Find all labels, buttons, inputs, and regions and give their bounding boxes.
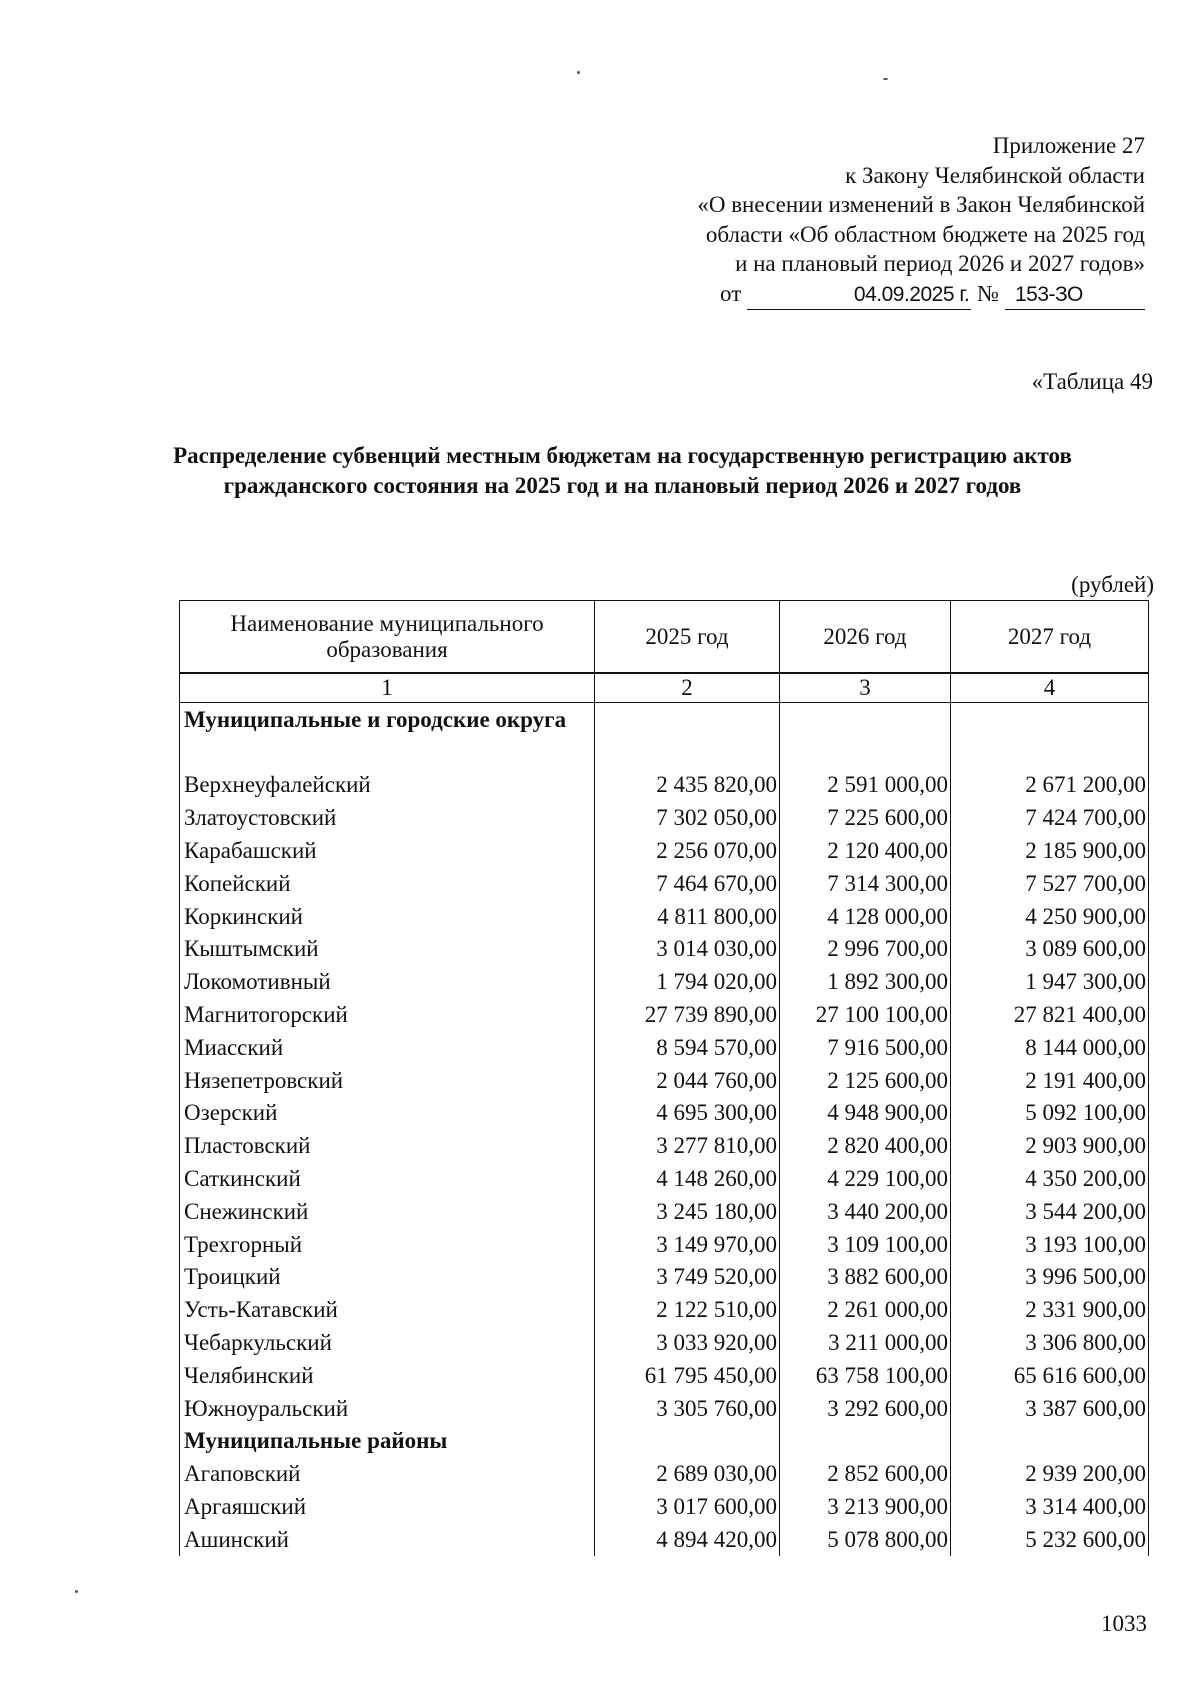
law-number: 153-ЗО [1005,280,1145,311]
column-number: 3 [780,673,951,703]
unit-label: (рублей) [1071,572,1154,597]
amount-2027: 4 250 900,00 [951,900,1149,933]
header-line: области «Об областном бюджете на 2025 год [705,221,1145,247]
municipality-name: Верхнеуфалейский [180,769,595,802]
municipality-name: Локомотивный [180,966,595,999]
amount-2025: 4 894 420,00 [595,1523,780,1556]
municipality-name: Карабашский [180,835,595,868]
municipality-name: Копейский [180,867,595,900]
municipality-name: Троицкий [180,1261,595,1294]
municipality-name: Саткинский [180,1163,595,1196]
amount-2027: 3 544 200,00 [951,1195,1149,1228]
municipality-name: Магнитогорский [180,999,595,1032]
table-row [180,933,1149,966]
table-row [180,1359,1149,1392]
column-number: 2 [595,673,780,703]
municipality-name: Аргаяшский [180,1491,595,1524]
header-cell-2027: 2027 год [951,601,1149,674]
municipality-name: Ашинский [180,1523,595,1556]
scan-mark [883,78,888,80]
table-row [180,1261,1149,1294]
amount-2025: 3 749 520,00 [595,1261,780,1294]
amount-2027: 3 996 500,00 [951,1261,1149,1294]
amount-2027: 5 232 600,00 [951,1523,1149,1556]
table-body [180,601,1149,1557]
amount-2025: 4 811 800,00 [595,900,780,933]
table-row [180,1130,1149,1163]
table-number: «Таблица 49 [1031,369,1153,394]
table-row [180,802,1149,835]
amount-2025: 3 305 760,00 [595,1392,780,1425]
amount-2027: 3 089 600,00 [951,933,1149,966]
municipality-name: Коркинский [180,900,595,933]
municipality-name: Чебаркульский [180,1327,595,1360]
table-row [180,1064,1149,1097]
section-title: Муниципальные и городские округа [180,703,595,770]
amount-2026: 5 078 800,00 [780,1523,951,1556]
empty-cell [780,703,951,770]
amount-2025: 2 044 760,00 [595,1064,780,1097]
table-row [180,1491,1149,1524]
amount-2025: 2 256 070,00 [595,835,780,868]
table-row [180,1294,1149,1327]
amount-2026: 4 229 100,00 [780,1163,951,1196]
table-row [180,1523,1149,1556]
amount-2025: 27 739 890,00 [595,999,780,1032]
amount-2027: 2 191 400,00 [951,1064,1149,1097]
amount-2025: 61 795 450,00 [595,1359,780,1392]
amount-2026: 4 128 000,00 [780,900,951,933]
amount-2027: 3 387 600,00 [951,1392,1149,1425]
amount-2027: 4 350 200,00 [951,1163,1149,1196]
scan-mark [75,1590,78,1593]
amount-2026: 2 120 400,00 [780,835,951,868]
empty-cell [595,703,780,770]
amount-2026: 7 314 300,00 [780,867,951,900]
amount-2026: 2 820 400,00 [780,1130,951,1163]
amount-2027: 3 306 800,00 [951,1327,1149,1360]
amount-2026: 2 996 700,00 [780,933,951,966]
amount-2026: 3 882 600,00 [780,1261,951,1294]
table-row [180,835,1149,868]
amount-2026: 3 211 000,00 [780,1327,951,1360]
amount-2027: 2 185 900,00 [951,835,1149,868]
number-sign: № [977,280,999,306]
amount-2025: 3 017 600,00 [595,1491,780,1524]
section-row [180,1425,1149,1458]
municipality-name: Миасский [180,1031,595,1064]
amount-2025: 3 149 970,00 [595,1228,780,1261]
amount-2027: 2 331 900,00 [951,1294,1149,1327]
section-title: Муниципальные районы [180,1425,595,1458]
table-row [180,1195,1149,1228]
amount-2025: 2 689 030,00 [595,1458,780,1491]
header-date-line [697,279,1145,311]
scan-mark [577,71,580,74]
header-line: и на плановый период 2026 и 2027 годов» [735,251,1145,276]
municipality-name: Усть-Катавский [180,1294,595,1327]
amount-2026: 3 440 200,00 [780,1195,951,1228]
empty-cell [951,1425,1149,1458]
municipality-name: Нязепетровский [180,1064,595,1097]
amount-2027: 27 821 400,00 [951,999,1149,1032]
column-number: 1 [180,673,595,703]
amount-2025: 3 245 180,00 [595,1195,780,1228]
date-prefix: от [720,280,742,306]
table-row [180,900,1149,933]
amount-2027: 3 314 400,00 [951,1491,1149,1524]
column-number-row [180,673,1149,703]
empty-cell [780,1425,951,1458]
amount-2025: 3 277 810,00 [595,1130,780,1163]
amount-2025: 8 594 570,00 [595,1031,780,1064]
table-row [180,1097,1149,1130]
amount-2025: 4 695 300,00 [595,1097,780,1130]
table-row [180,1392,1149,1425]
table-row [180,1228,1149,1261]
amount-2026: 2 261 000,00 [780,1294,951,1327]
table-row [180,1458,1149,1491]
table-row [180,1163,1149,1196]
municipality-name: Агаповский [180,1458,595,1491]
amount-2025: 7 302 050,00 [595,802,780,835]
amount-2026: 1 892 300,00 [780,966,951,999]
column-number: 4 [951,673,1149,703]
table-row [180,999,1149,1032]
header-line: «О внесении изменений в Закон Челябинской [697,192,1145,217]
municipality-name: Челябинский [180,1359,595,1392]
amount-2027: 5 092 100,00 [951,1097,1149,1130]
section-row [180,703,1149,770]
document-header [697,131,1145,310]
table-row [180,867,1149,900]
empty-cell [951,703,1149,770]
header-cell-2026: 2026 год [780,601,951,674]
table-row [180,1327,1149,1360]
amount-2025: 4 148 260,00 [595,1163,780,1196]
table-row [180,1031,1149,1064]
amount-2027: 7 527 700,00 [951,867,1149,900]
municipality-name: Кыштымский [180,933,595,966]
amount-2025: 7 464 670,00 [595,867,780,900]
amount-2027: 2 903 900,00 [951,1130,1149,1163]
municipality-name: Златоустовский [180,802,595,835]
amount-2025: 2 435 820,00 [595,769,780,802]
amount-2025: 3 014 030,00 [595,933,780,966]
municipality-name: Снежинский [180,1195,595,1228]
page-number: 1033 [1101,1611,1147,1636]
amount-2026: 4 948 900,00 [780,1097,951,1130]
amount-2026: 27 100 100,00 [780,999,951,1032]
header-line: Приложение 27 [992,133,1145,158]
document-title: Распределение субвенций местным бюджетам на государственную регистрацию актов гражданского состояния на 2025 год и на плановый период 2026 и 2027 годов [173,443,1072,498]
amount-2027: 1 947 300,00 [951,966,1149,999]
municipality-name: Трехгорный [180,1228,595,1261]
table-row [180,966,1149,999]
municipality-name: Озерский [180,1097,595,1130]
law-date: 04.09.2025 г. [747,280,971,311]
amount-2026: 2 852 600,00 [780,1458,951,1491]
amount-2027: 2 671 200,00 [951,769,1149,802]
amount-2027: 8 144 000,00 [951,1031,1149,1064]
amount-2027: 3 193 100,00 [951,1228,1149,1261]
table-header-row [180,601,1149,674]
amount-2026: 3 213 900,00 [780,1491,951,1524]
amount-2026: 3 109 100,00 [780,1228,951,1261]
amount-2025: 1 794 020,00 [595,966,780,999]
header-cell-name: Наименование муниципального образования [180,601,595,674]
amount-2026: 3 292 600,00 [780,1392,951,1425]
header-cell-2025: 2025 год [595,601,780,674]
amount-2026: 7 916 500,00 [780,1031,951,1064]
amount-2027: 7 424 700,00 [951,802,1149,835]
amount-2025: 2 122 510,00 [595,1294,780,1327]
amount-2027: 2 939 200,00 [951,1458,1149,1491]
empty-cell [595,1425,780,1458]
amount-2026: 7 225 600,00 [780,802,951,835]
header-line: к Закону Челябинской области [845,162,1145,188]
amount-2026: 2 125 600,00 [780,1064,951,1097]
amount-2025: 3 033 920,00 [595,1327,780,1360]
subvention-table [179,600,1149,1556]
amount-2027: 65 616 600,00 [951,1359,1149,1392]
amount-2026: 2 591 000,00 [780,769,951,802]
amount-2026: 63 758 100,00 [780,1359,951,1392]
table-row [180,769,1149,802]
municipality-name: Южноуральский [180,1392,595,1425]
municipality-name: Пластовский [180,1130,595,1163]
